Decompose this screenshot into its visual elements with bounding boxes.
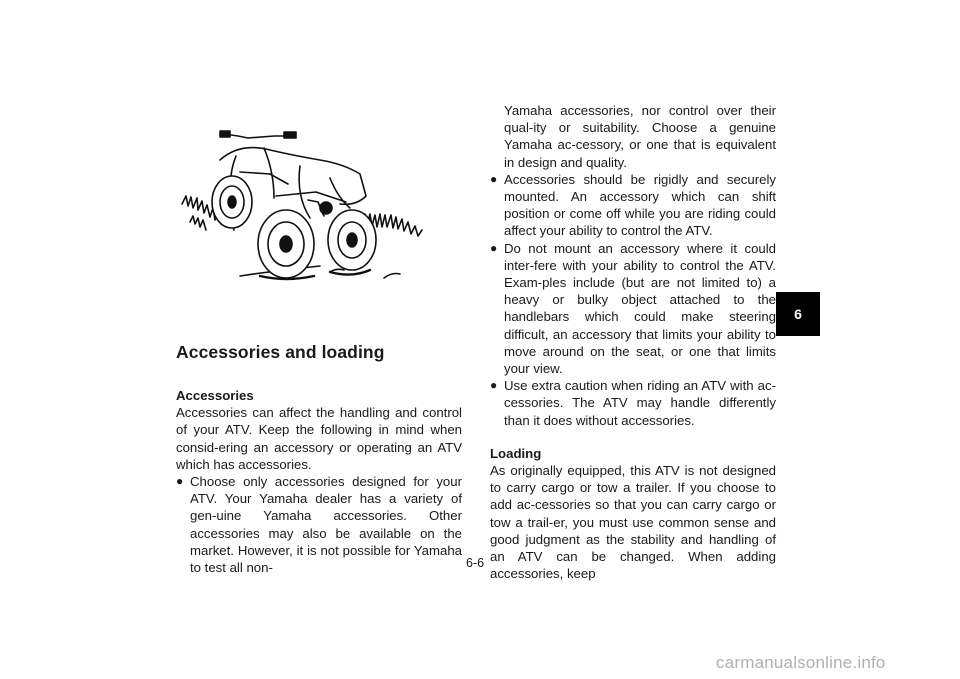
right-column [490, 102, 776, 582]
loading-heading: Loading [490, 445, 542, 461]
accessories-heading: Accessories [176, 388, 254, 403]
bullet-text: Choose only accessories designed for your ATV. Your Yamaha dealer has a variety of gen-uine Yamaha accessories. Other accessories may also be available on the market. However, it is not possible for Yamaha to test all non- [190, 474, 462, 576]
atv-illustration-icon [180, 126, 438, 286]
bullet-icon: ● [490, 171, 498, 186]
accessories-bullet-list [490, 171, 776, 429]
accessories-bullet-list-start [176, 473, 462, 576]
bullet-text: Use extra caution when riding an ATV with ac-cessories. The ATV may handle differently than it does without accessories. [504, 378, 776, 428]
bullet-icon: ● [490, 378, 498, 393]
watermark: carmanualsonline.info [716, 653, 886, 672]
list-item [490, 171, 776, 240]
bullet-icon: ● [490, 240, 498, 255]
loading-text: As originally equipped, this ATV is not designed to carry cargo or tow a trailer. If you choose to add ac-cessories so that you can carry cargo or tow a trail-er, you must use common sense and good judgment as the stability and handling of an ATV can be changed. When adding accessories, keep [490, 463, 776, 582]
page-number: 6-6 [466, 556, 485, 570]
bullet-text: Accessories should be rigidly and securely mounted. An accessory which can shift position or come off while you are riding could affect your ability to control the ATV. [504, 171, 776, 239]
bullet-continuation: Yamaha accessories, nor control over their qual-ity or suitability. Choose a genuine Yamaha ac-cessory, or one that is equivalent in design and quality. [504, 103, 776, 170]
left-column [176, 387, 462, 576]
list-item [490, 377, 776, 429]
list-item [490, 240, 776, 378]
accessories-intro: Accessories can affect the handling and control of your ATV. Keep the following in mind when consid-ering an accessory or operating an ATV which has accessories. [176, 405, 462, 472]
list-item [176, 473, 462, 576]
chapter-tab: 6 [776, 292, 820, 336]
bullet-icon: ● [176, 474, 184, 489]
section-title: Accessories and loading [176, 342, 385, 362]
bullet-text: Do not mount an accessory where it could inter-fere with your ability to control the ATV. Exam-ples include (but are not limited to) a heavy or bulky object attached to the handlebars which could make steering difficult, an accessory that limits your ability to move around on the seat, or one that limits your view. [504, 240, 776, 377]
